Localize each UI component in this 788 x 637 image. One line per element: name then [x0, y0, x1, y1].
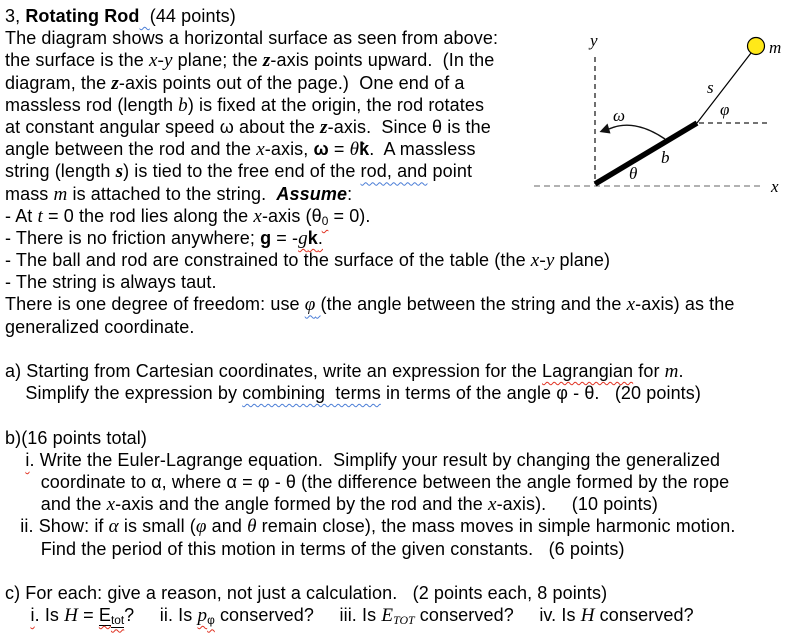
theta-angle-label: θ	[629, 164, 638, 183]
part-c-questions: i. Is H = Etot? ii. Is pφ conserved? iii. Is ETOT conserved? iv. Is H conserved?	[30, 605, 694, 628]
mass-ball	[748, 38, 765, 55]
mass-label: m	[769, 38, 782, 57]
part-b-ii-line-1: ii. Show: if α is small (φ and θ remain close), the mass moves in simple harmonic motion.	[5, 516, 736, 538]
rotation-arrow-head	[600, 124, 611, 134]
dof-line-1: There is one degree of freedom: use φ (the angle between the string and the x-axis) as the	[5, 294, 735, 316]
spacer	[5, 560, 788, 582]
rod	[595, 123, 697, 184]
spacer	[5, 338, 788, 360]
intro-line-2: the surface is the x-y plane; the z-axis points upward. (In the	[5, 50, 495, 72]
assumption-1: - At t = 0 the rod lies along the x-axis (θ0 = 0).	[5, 205, 371, 228]
intro-line-7: string (length s) is tied to the free end of the rod, and point	[5, 161, 473, 183]
part-a-line-1: a) Starting from Cartesian coordinates, write an expression for the Lagrangian for m.	[5, 361, 684, 382]
string-length-label: s	[707, 78, 714, 97]
physics-diagram	[528, 26, 788, 202]
assumption-2: - There is no friction anywhere; g = -gk.	[5, 227, 323, 249]
assumption-4: - The string is always taut.	[5, 272, 217, 293]
part-b-i-line-3: and the x-axis and the angle formed by the rod and the x-axis). (10 points)	[5, 494, 658, 516]
intro-line-8: mass m is attached to the string. Assume:	[5, 183, 353, 205]
phi-angle-label: φ	[720, 100, 730, 119]
part-b-ii-line-2: Find the period of this motion in terms of the given constants. (6 points)	[5, 538, 625, 559]
part-c-header: c) For each: give a reason, not just a calculation. (2 points each, 8 points)	[5, 582, 608, 603]
omega-label: ω	[613, 106, 626, 125]
y-axis-label: y	[590, 31, 598, 50]
spacer	[5, 404, 788, 426]
intro-line-6: angle between the rod and the x-axis, ω = θ̇k. A massless	[5, 139, 476, 161]
intro-line-4: massless rod (length b) is fixed at the origin, the rod rotates	[5, 94, 485, 116]
rotation-arrow-arc	[609, 125, 665, 139]
part-b-header: b)(16 points total)	[5, 427, 147, 448]
x-axis-label: x	[771, 177, 779, 196]
part-a-line-2: Simplify the expression by combining terms in terms of the angle φ - θ. (20 points)	[5, 383, 701, 404]
intro-line-1: The diagram shows a horizontal surface as seen from above:	[5, 28, 499, 49]
dof-line-2: generalized coordinate.	[5, 316, 195, 337]
intro-line-5: at constant angular speed ω about the z-axis. Since θ is the	[5, 116, 491, 138]
part-b-i-line-2: coordinate to α, where α = φ - θ (the difference between the angle formed by the rope	[5, 471, 730, 492]
rod-length-label: b	[661, 148, 670, 167]
diagram-svg	[528, 26, 788, 202]
problem-header: 3, Rotating Rod (44 points)	[5, 6, 236, 26]
part-b-i-line-1: i. Write the Euler-Lagrange equation. Simplify your result by changing the generalized	[25, 449, 721, 470]
assumption-3: - The ball and rod are constrained to the surface of the table (the x-y plane)	[5, 250, 611, 272]
intro-line-3: diagram, the z-axis points out of the page.) One end of a	[5, 72, 465, 94]
